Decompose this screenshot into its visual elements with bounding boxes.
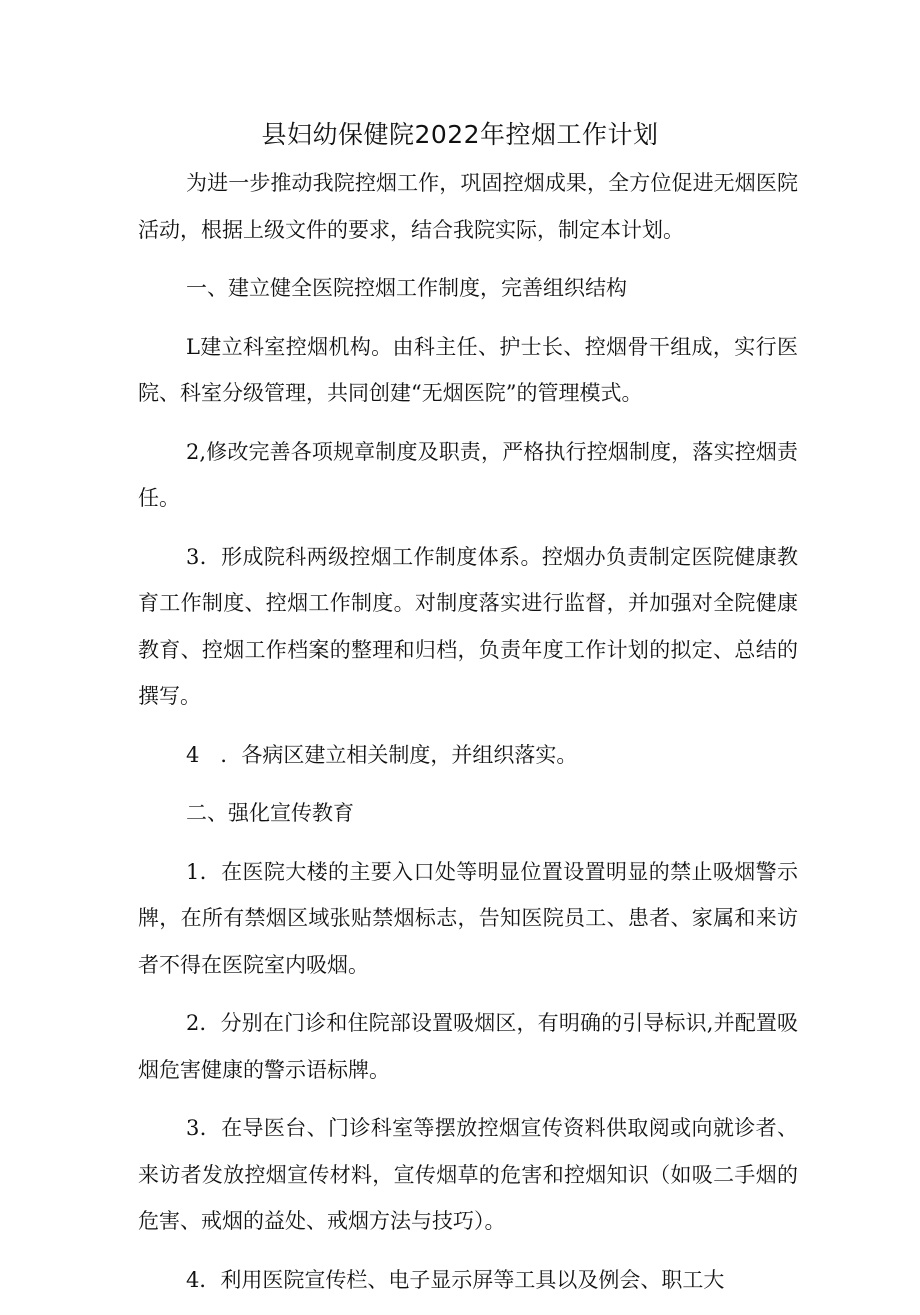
document-body bbox=[138, 160, 798, 1315]
paragraph-intro: 为进一步推动我院控烟工作，巩固控烟成果，全方位促进无烟医院活动，根据上级文件的要求，结合我院实际，制定本计划。 bbox=[138, 171, 798, 242]
paragraph-2-4: 4．利用医院宣传栏、电子显示屏等工具以及例会、职工大 bbox=[186, 1267, 725, 1292]
paragraph-1-3: 3．形成院科两级控烟工作制度体系。控烟办负责制定医院健康教育工作制度、控烟工作制度。对制度落实进行监督，并加强对全院健康教育、控烟工作档案的整理和归档，负责年度工作计划的拟定、总结的撰写。 bbox=[138, 544, 798, 708]
paragraph-1-2: 2,修改完善各项规章制度及职责，严格执行控烟制度，落实控烟责任。 bbox=[138, 439, 798, 510]
paragraph-2-2: 2．分别在门诊和住院部设置吸烟区，有明确的引导标识,并配置吸烟危害健康的警示语标牌。 bbox=[138, 1011, 798, 1082]
document-title: 县妇幼保健院2022年控烟工作计划 bbox=[261, 120, 659, 149]
section-heading-2: 二、强化宣传教育 bbox=[186, 801, 354, 825]
paragraph-2-1: 1．在医院大楼的主要入口处等明显位置设置明显的禁止吸烟警示牌，在所有禁烟区域张贴禁烟标志，告知医院员工、患者、家属和来访者不得在医院室内吸烟。 bbox=[138, 859, 798, 977]
paragraph-1-4: 4 ．各病区建立相关制度，并组织落实。 bbox=[186, 742, 578, 767]
section-heading-1: 一、建立健全医院控烟工作制度，完善组织结构 bbox=[186, 276, 627, 300]
paragraph-1-1: L建立科室控烟机构。由科主任、护士长、控烟骨干组成，实行医院、科室分级管理，共同创建“无烟医院”的管理模式。 bbox=[138, 334, 798, 405]
paragraph-2-3: 3．在导医台、门诊科室等摆放控烟宣传资料供取阅或向就诊者、来访者发放控烟宣传材料，宣传烟草的危害和控烟知识（如吸二手烟的危害、戒烟的益处、戒烟方法与技巧）。 bbox=[138, 1116, 798, 1233]
